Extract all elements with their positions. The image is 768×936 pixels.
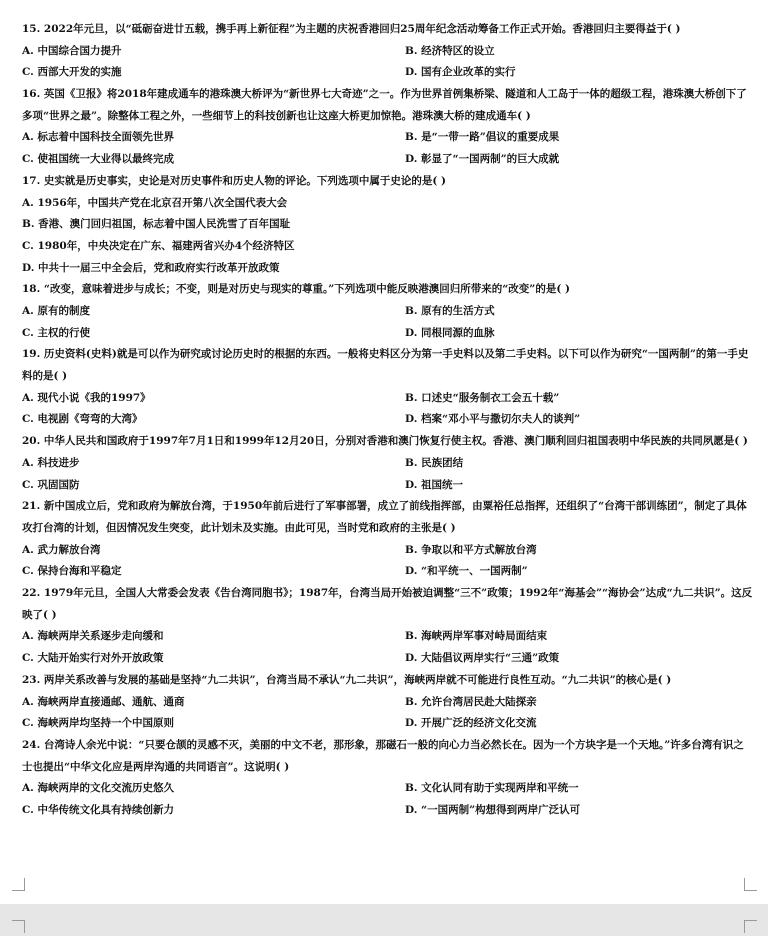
answer-option: B. 是“一带一路”倡议的重要成果 xyxy=(405,131,560,144)
option-row xyxy=(22,475,754,497)
answer-option: D. 中共十一届三中全会后，党和政府实行改革开放政策 xyxy=(22,261,280,274)
option-row xyxy=(22,453,754,475)
answer-option: A. 中国综合国力提升 xyxy=(22,44,122,57)
question-block xyxy=(22,171,754,279)
page-corner-mark xyxy=(12,878,25,891)
page-corner-mark xyxy=(744,920,757,933)
answer-option: C. 大陆开始实行对外开放政策 xyxy=(22,652,164,665)
question-block xyxy=(22,344,754,431)
page-corner-mark xyxy=(12,920,25,933)
answer-option: B. 香港、澳门回归祖国，标志着中国人民洗雪了百年国耻 xyxy=(22,218,291,231)
question-block xyxy=(22,19,754,84)
question-stem: 22. 1979年元旦，全国人大常委会发表《告台湾同胞书》；1987年，台湾当局开始被迫调整“三不”政策；1992年“海基会”“海协会”达成“九二共识”。这反映了( ) xyxy=(22,587,753,621)
answer-option: A. 标志着中国科技全面领先世界 xyxy=(22,131,174,144)
page-gap xyxy=(0,904,768,936)
answer-option: C. 电视剧《弯弯的大湾》 xyxy=(22,413,143,426)
option-row xyxy=(22,692,754,714)
question-block xyxy=(22,279,754,344)
answer-option: D. 祖国统一 xyxy=(405,478,464,491)
answer-option: B. 海峡两岸军事对峙局面结束 xyxy=(405,630,548,643)
question-block xyxy=(22,735,754,822)
answer-option: A. 海峡两岸关系逐步走向缓和 xyxy=(22,630,164,643)
question-stem: 17. 史实就是历史事实，史论是对历史事件和历史人物的评论。下列选项中属于史论的是( ) xyxy=(22,174,447,187)
option-row xyxy=(22,540,754,562)
answer-option: C. 使祖国统一大业得以最终完成 xyxy=(22,153,174,166)
question-stem: 15. 2022年元旦，以“砥砺奋进廿五载，携手再上新征程”为主题的庆祝香港回归25周年纪念活动筹备工作正式开始。香港回归主要得益于( ) xyxy=(22,23,681,35)
question-block xyxy=(22,496,754,583)
answer-option: B. 原有的生活方式 xyxy=(405,305,495,318)
answer-option: A. 海峡两岸的文化交流历史悠久 xyxy=(22,782,174,795)
answer-option: B. 口述史“服务制衣工会五十载” xyxy=(405,391,560,404)
question-stem: 24. 台湾诗人余光中说：“只要仓颉的灵感不灭，美丽的中文不老，那形象，那磁石一般的向心力当必然长在。因为一个方块字是一个天地。”许多台湾有识之士也提出“中华文化应是两岸沟通的共同语言”。这说明( ) xyxy=(22,738,744,773)
answer-option: D. 同根同源的血脉 xyxy=(405,326,495,339)
answer-option: C. 主权的行使 xyxy=(22,326,90,339)
option-row xyxy=(22,323,754,345)
answer-option: B. 经济特区的设立 xyxy=(405,44,495,57)
question-block xyxy=(22,583,754,670)
question-stem: 21. 新中国成立后，党和政府为解放台湾，于1950年前后进行了军事部署，成立了前线指挥部，由粟裕任总指挥，还组织了“台湾干部训练团”，制定了具体攻打台湾的计划，但因情况发生突变，此计划未及实施。由此可见，当时党和政府的主张是( ) xyxy=(22,500,747,534)
answer-option: D. “和平统一、一国两制” xyxy=(405,565,528,578)
answer-option: C. 中华传统文化具有持续创新力 xyxy=(22,803,174,816)
answer-option: A. 海峡两岸直接通邮、通航、通商 xyxy=(22,695,185,708)
answer-option: C. 海峡两岸均坚持一个中国原则 xyxy=(22,717,174,730)
answer-option: C. 保持台海和平稳定 xyxy=(22,565,122,578)
option-row xyxy=(22,648,754,670)
question-stem: 18. “改变，意味着进步与成长；不变，则是对历史与现实的尊重。”下列选项中能反映港澳回归所带来的“改变”的是( ) xyxy=(22,283,570,296)
answer-option: C. 巩固国防 xyxy=(22,478,80,491)
answer-option: D. 档案“邓小平与撒切尔夫人的谈判” xyxy=(405,413,581,426)
answer-option: D. 大陆倡议两岸实行“三通”政策 xyxy=(405,652,560,665)
option-row xyxy=(22,713,754,735)
answer-option: B. 文化认同有助于实现两岸和平统一 xyxy=(405,782,579,795)
answer-option: D. “一国两制”构想得到两岸广泛认可 xyxy=(405,803,581,816)
answer-option: D. 国有企业改革的实行 xyxy=(405,66,516,79)
answer-option: B. 争取以和平方式解放台湾 xyxy=(405,543,537,556)
option-row xyxy=(22,800,754,822)
question-block xyxy=(22,670,754,735)
answer-option: A. 科技进步 xyxy=(22,456,80,469)
question-block xyxy=(22,84,754,171)
option-row xyxy=(22,127,754,149)
question-list xyxy=(22,19,754,822)
option-row xyxy=(22,62,754,84)
answer-option: A. 原有的制度 xyxy=(22,305,90,318)
answer-option: D. 彰显了“一国两制”的巨大成就 xyxy=(405,153,560,166)
option-row xyxy=(22,41,754,63)
answer-option: A. 武力解放台湾 xyxy=(22,543,101,556)
page-corner-mark xyxy=(744,878,757,891)
question-block xyxy=(22,431,754,496)
question-stem: 20. 中华人民共和国政府于1997年7月1日和1999年12月20日，分别对香港和澳门恢复行使主权。香港、澳门顺利回归祖国表明中华民族的共同夙愿是( ) xyxy=(22,435,748,448)
answer-option: B. 民族团结 xyxy=(405,456,464,469)
answer-option: B. 允许台湾居民赴大陆探亲 xyxy=(405,695,537,708)
answer-option: C. 1980年，中央决定在广东、福建两省兴办4个经济特区 xyxy=(22,239,295,252)
option-row xyxy=(22,388,754,410)
option-row xyxy=(22,409,754,431)
question-stem: 19. 历史资料(史料)就是可以作为研究或讨论历史时的根据的东西。一般将史料区分为第一手史料以及第二手史料。以下可以作为研究“一国两制”的第一手史料的是( ) xyxy=(22,348,749,383)
question-stem: 23. 两岸关系改善与发展的基础是坚持“九二共识”，台湾当局不承认“九二共识”，海峡两岸就不可能进行良性互动。“九二共识”的核心是( ) xyxy=(22,673,672,686)
option-row xyxy=(22,778,754,800)
option-row xyxy=(22,626,754,648)
answer-option: A. 1956年，中国共产党在北京召开第八次全国代表大会 xyxy=(22,196,288,209)
option-row xyxy=(22,561,754,583)
question-stem: 16. 英国《卫报》将2018年建成通车的港珠澳大桥评为“新世界七大奇迹”之一。作为世界首例集桥梁、隧道和人工岛于一体的超级工程，港珠澳大桥创下了多项“世界之最”。除整体工程之外，一些细节上的科技创新也让这座大桥更加惊艳。港珠澳大桥的建成通车( ) xyxy=(22,88,747,122)
answer-option: D. 开展广泛的经济文化交流 xyxy=(405,717,537,730)
answer-option: C. 西部大开发的实施 xyxy=(22,66,122,79)
answer-option: A. 现代小说《我的1997》 xyxy=(22,391,151,404)
option-row xyxy=(22,149,754,171)
option-row xyxy=(22,301,754,323)
